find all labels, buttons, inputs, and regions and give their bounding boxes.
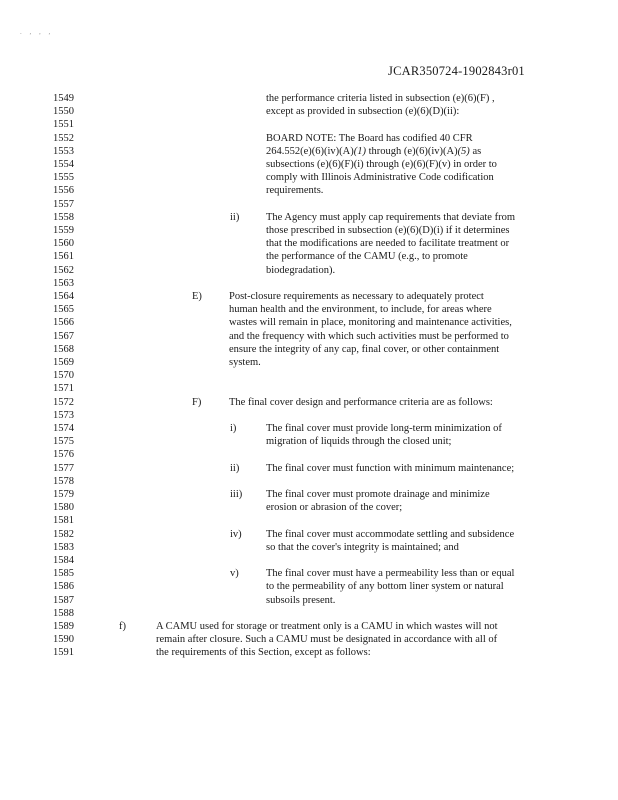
line-number: 1580 bbox=[53, 502, 74, 514]
line-number: 1582 bbox=[53, 528, 74, 540]
body-line: The final cover must provide long-term minimization of bbox=[266, 423, 502, 434]
line-number: 1590 bbox=[53, 634, 74, 646]
line-number: 1570 bbox=[53, 370, 74, 382]
body-line: to the permeability of any bottom liner system or natural bbox=[266, 581, 504, 593]
citation-italic: (1) bbox=[353, 145, 367, 157]
body-line: The final cover must promote drainage and minimize bbox=[266, 489, 490, 500]
body-line: subsoils present. bbox=[266, 594, 336, 606]
subsection-label-F: F) bbox=[192, 396, 202, 408]
line-number: 1561 bbox=[53, 251, 74, 263]
subsection-label-ii: ii) bbox=[230, 211, 240, 223]
line-number: 1578 bbox=[53, 475, 74, 487]
body-line: The Agency must apply cap requirements that deviate from bbox=[266, 211, 516, 223]
line-number: 1584 bbox=[53, 555, 74, 566]
line-number: 1551 bbox=[53, 119, 74, 131]
body-line: subsections (e)(6)(F)(i) through (e)(6)(F)(v) in order to bbox=[266, 159, 497, 170]
line-number: 1560 bbox=[53, 238, 74, 250]
citation-text: 264.552(e)(6)(iv)(A) bbox=[266, 145, 354, 157]
line-number: 1574 bbox=[53, 423, 74, 434]
line-number: 1566 bbox=[53, 317, 74, 329]
body-line: The final cover must accommodate settling and subsidence bbox=[266, 528, 515, 540]
line-number: 1579 bbox=[53, 489, 74, 500]
line-number: 1550 bbox=[53, 106, 74, 118]
body-line: the requirements of this Section, except as follows: bbox=[156, 647, 371, 659]
body-line: A CAMU used for storage or treatment only is a CAMU in which wastes will not bbox=[156, 621, 498, 632]
board-note-heading: BOARD NOTE: The Board has codified 40 CFR bbox=[266, 132, 473, 144]
line-number: 1563 bbox=[53, 277, 74, 289]
body-line: wastes will remain in place, monitoring and maintenance activities, bbox=[229, 317, 512, 329]
line-number: 1572 bbox=[53, 396, 74, 408]
line-number: 1588 bbox=[53, 607, 74, 619]
line-number: 1568 bbox=[53, 343, 74, 355]
line-number: 1583 bbox=[53, 541, 74, 553]
citation-italic: (5) bbox=[457, 145, 470, 157]
subsection-label-f: f) bbox=[119, 621, 126, 632]
subsection-label-i: i) bbox=[230, 423, 237, 434]
body-line: migration of liquids through the closed unit; bbox=[266, 436, 452, 448]
citation-text: through (e)(6)(iv)(A) bbox=[366, 145, 458, 157]
line-number: 1573 bbox=[53, 409, 74, 421]
subsection-label-ii: ii) bbox=[230, 462, 240, 474]
line-number: 1553 bbox=[53, 145, 74, 157]
line-number: 1571 bbox=[53, 383, 74, 395]
line-number: 1576 bbox=[53, 449, 74, 461]
subsection-label-iv: iv) bbox=[230, 528, 242, 540]
document-id: JCAR350724-1902843r01 bbox=[388, 64, 525, 78]
line-number: 1569 bbox=[53, 357, 74, 368]
line-number: 1586 bbox=[53, 581, 74, 593]
body-line: system. bbox=[229, 357, 261, 368]
line-number: 1558 bbox=[53, 211, 74, 223]
body-line: human health and the environment, to include, for areas where bbox=[229, 304, 492, 316]
subsection-label-E: E) bbox=[192, 291, 202, 302]
line-number: 1575 bbox=[53, 436, 74, 448]
line-number: 1557 bbox=[53, 198, 74, 210]
line-number: 1562 bbox=[53, 264, 74, 276]
subsection-label-v: v) bbox=[230, 568, 239, 580]
line-number: 1591 bbox=[53, 647, 74, 659]
citation-text: as bbox=[469, 145, 482, 157]
line-number: 1556 bbox=[53, 185, 74, 197]
line-number: 1585 bbox=[53, 568, 74, 580]
body-line: that the modifications are needed to facilitate treatment or bbox=[266, 238, 510, 250]
body-line: the performance of the CAMU (e.g., to promote bbox=[266, 251, 468, 263]
line-number: 1555 bbox=[53, 172, 74, 184]
line-number: 1549 bbox=[53, 93, 74, 104]
body-line: the performance criteria listed in subsection (e)(6)(F) , bbox=[266, 93, 495, 104]
body-line: ensure the integrity of any cap, final cover, or other containment bbox=[229, 343, 500, 355]
body-line: remain after closure. Such a CAMU must be designated in accordance with all of bbox=[156, 634, 498, 646]
body-line: Post-closure requirements as necessary to adequately protect bbox=[229, 291, 484, 302]
line-number: 1565 bbox=[53, 304, 74, 316]
body-line: The final cover must have a permeability less than or equal bbox=[266, 568, 515, 580]
body-line: and the frequency with which such activities must be performed to bbox=[229, 330, 509, 342]
line-number: 1554 bbox=[53, 159, 74, 170]
line-number: 1577 bbox=[53, 462, 74, 474]
line-number: 1559 bbox=[53, 225, 74, 236]
line-number: 1589 bbox=[53, 621, 74, 632]
line-number: 1587 bbox=[53, 594, 74, 606]
body-line: biodegradation). bbox=[266, 264, 336, 276]
subsection-label-iii: iii) bbox=[230, 489, 243, 500]
body-line: erosion or abrasion of the cover; bbox=[266, 502, 403, 514]
line-number: 1567 bbox=[53, 330, 74, 342]
body-line: those prescribed in subsection (e)(6)(D)(i) if it determines bbox=[266, 225, 510, 236]
line-number: 1581 bbox=[53, 515, 74, 527]
scan-artifact-marks: . , , , bbox=[20, 28, 54, 36]
line-number: 1564 bbox=[53, 291, 74, 302]
body-line: requirements. bbox=[266, 185, 324, 197]
body-line: so that the cover's integrity is maintained; and bbox=[266, 541, 459, 553]
body-line: comply with Illinois Administrative Code codification bbox=[266, 172, 494, 184]
body-line: The final cover design and performance criteria are as follows: bbox=[229, 396, 493, 408]
body-line bbox=[266, 145, 481, 158]
body-line: except as provided in subsection (e)(6)(D)(ii): bbox=[266, 106, 460, 118]
body-line: The final cover must function with minimum maintenance; bbox=[266, 462, 515, 474]
line-number: 1552 bbox=[53, 132, 74, 144]
